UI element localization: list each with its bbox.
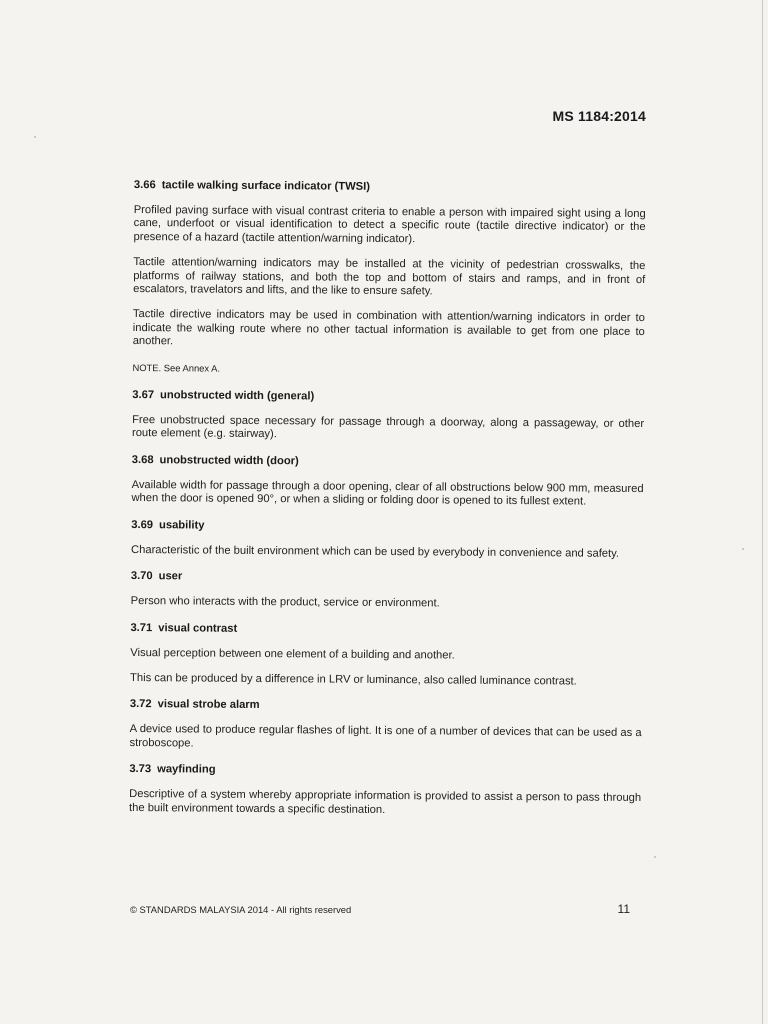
section-number: 3.71: [130, 621, 153, 634]
section-number: 3.68: [131, 453, 154, 467]
section-heading: [129, 762, 641, 780]
section-heading: [134, 178, 646, 196]
section-title: visual contrast: [158, 621, 238, 635]
section-number: 3.70: [130, 570, 153, 583]
section-title: unobstructed width (door): [159, 454, 299, 468]
section-title: visual strobe alarm: [157, 698, 260, 712]
page-number: 11: [617, 902, 630, 916]
paragraph: This can be produced by a difference in LRV or luminance, also called luminance contrast.: [130, 671, 577, 688]
paragraph: Tactile directive indicators may be used in combination with attention/warning indicators in order to indicate the walking route where no other tactual information is available to get from one place to another.: [132, 308, 645, 348]
section-heading: [131, 569, 643, 587]
section-heading: [131, 518, 643, 536]
note: NOTE. See Annex A.: [132, 361, 221, 374]
paragraph: Free unobstructed space necessary for passage through a doorway, along a passageway, or other route element (e.g. stairway).: [131, 414, 645, 441]
section-title: tactile walking surface indicator (TWSI): [161, 179, 371, 193]
section-number: 3.67: [132, 389, 155, 402]
section-3-69: [131, 518, 643, 561]
page-footer: [130, 902, 630, 918]
section-heading: [130, 620, 642, 638]
section-title: usability: [159, 518, 205, 532]
section-title: wayfinding: [157, 763, 216, 776]
section-title: unobstructed width (general): [160, 389, 315, 403]
section-heading: [132, 388, 644, 406]
paragraph: Available width for passage through a door opening, clear of all obstructions below 900 mm, measured when the door is opened 90°, or when a sliding or folding door is opened to its fullest extent.: [131, 478, 644, 508]
section-3-70: [131, 569, 643, 612]
section-3-66: [132, 178, 646, 378]
copyright-notice: © STANDARDS MALAYSIA 2014 - All rights reserved: [130, 904, 352, 915]
section-3-67: [132, 388, 644, 445]
section-number: 3.69: [131, 518, 154, 531]
paragraph: Visual perception between one element of a building and another.: [130, 646, 455, 662]
scan-speck: [34, 136, 36, 138]
definitions-content: [129, 178, 646, 831]
section-heading: [130, 697, 642, 715]
paragraph: Profiled paving surface with visual contrast criteria to enable a person with impaired sight using a long cane, underfoot or visual identification to detect a specific route (tactile directive indicator) or the presence of a hazard (tactile attention/warning indicator).: [133, 203, 646, 246]
scan-speck: [742, 548, 744, 550]
section-3-72: [130, 697, 642, 754]
section-number: 3.66: [133, 178, 156, 192]
section-heading: [132, 453, 644, 471]
scan-speck: [654, 856, 656, 858]
section-title: user: [158, 570, 183, 583]
section-3-68: [131, 453, 643, 510]
section-number: 3.73: [129, 763, 152, 776]
paragraph: Characteristic of the built environment which can be used by everybody in convenience and safety.: [131, 543, 620, 560]
standard-code: MS 1184:2014: [552, 108, 646, 124]
paragraph: Descriptive of a system whereby appropriate information is provided to assist a person to pass through the built environment towards a specific destination.: [129, 788, 642, 816]
paragraph: Person who interacts with the product, service or environment.: [130, 595, 440, 610]
section-number: 3.72: [129, 698, 152, 711]
scan-edge-line: [762, 0, 763, 1024]
section-3-71: [130, 620, 642, 689]
paragraph: A device used to produce regular flashes of light. It is one of a number of devices that can be used as a stroboscope.: [129, 723, 642, 750]
section-3-73: [129, 762, 641, 819]
paragraph: Tactile attention/warning indicators may be installed at the vicinity of pedestrian crosswalks, the platforms of railway stations, and both the top and bottom of stairs and ramps, and in front of escalators, travelators and lifts, and the like to ensure safety.: [133, 256, 646, 298]
